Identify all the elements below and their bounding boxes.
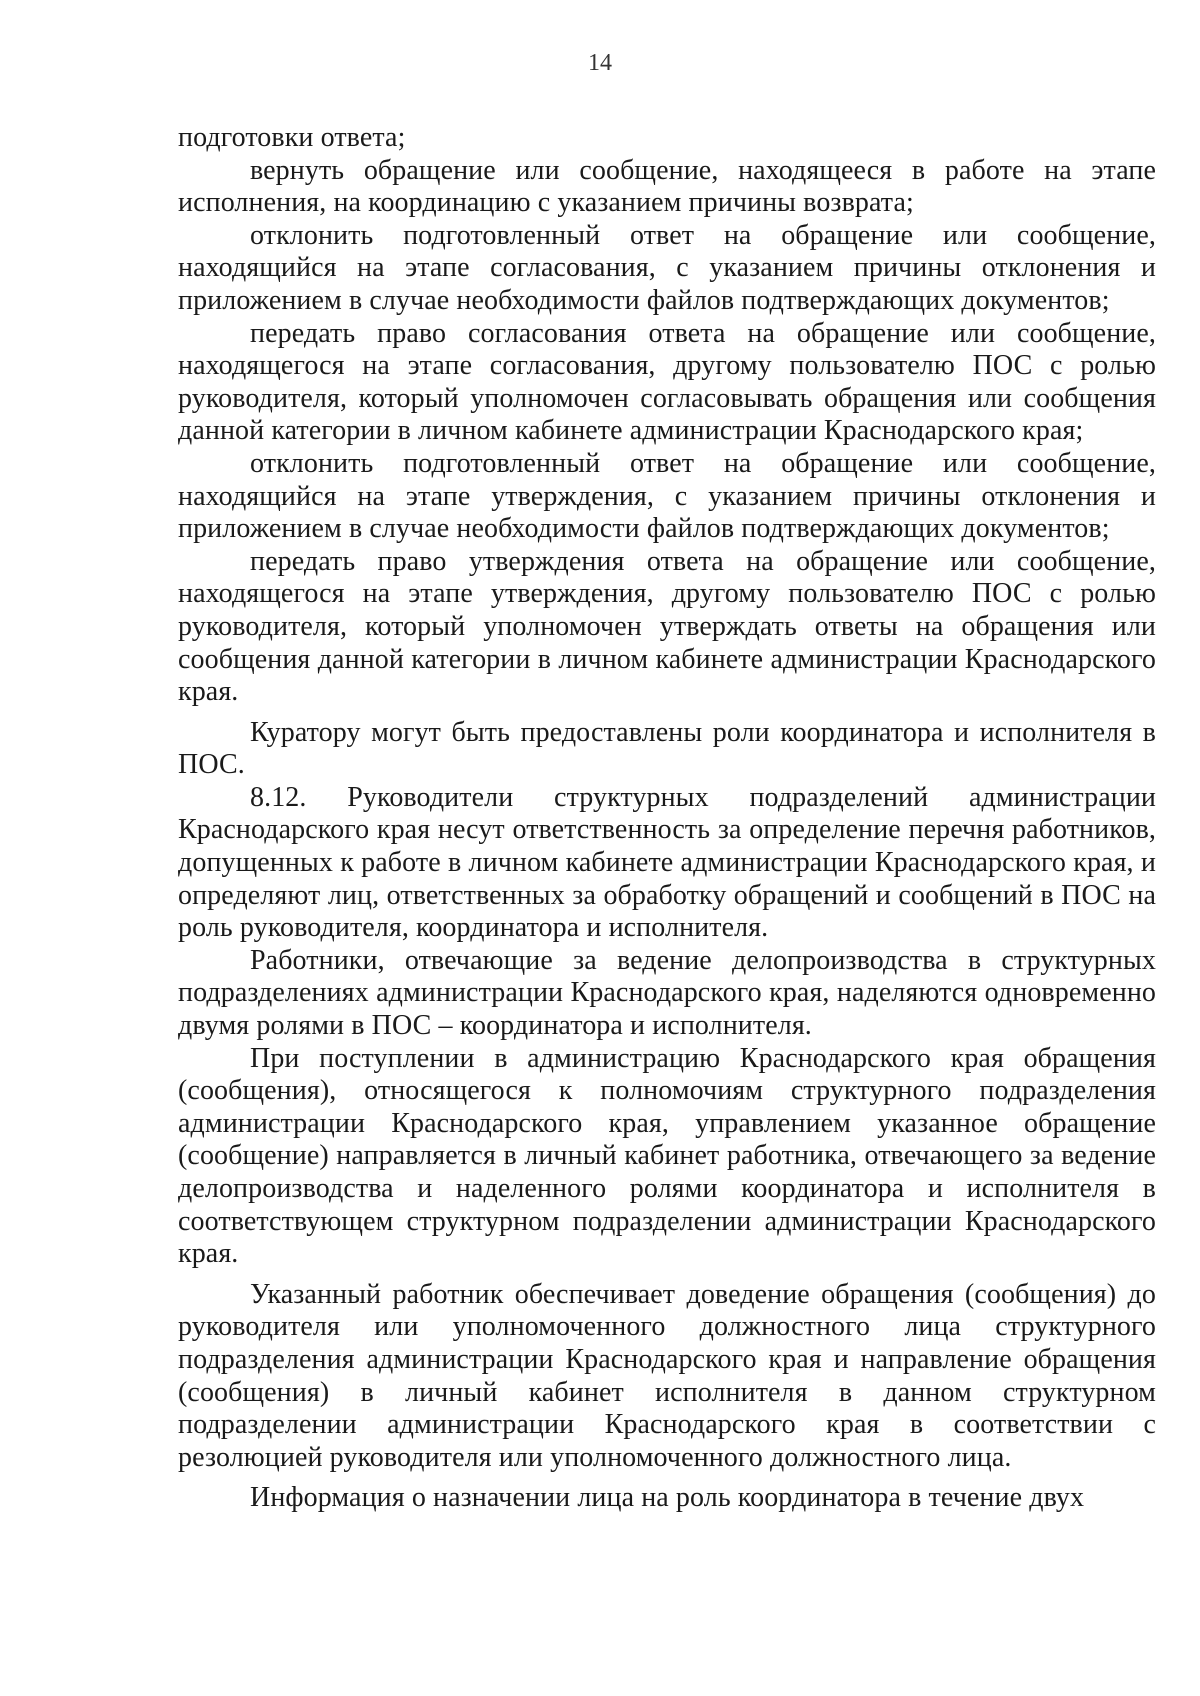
page-number: 14 bbox=[588, 50, 612, 76]
paragraph-continuation: подготовки ответа; bbox=[178, 122, 406, 153]
paragraph-transfer-confirmation-right: передать право утверждения ответа на обращение или сообщение, находящегося на этапе утверждения, другому пользователю ПОС с ролью руководителя, который уполномочен утверждать ответы на обращения или сообщения данной категории в личном кабинете администрации Краснодарского края. bbox=[178, 545, 1156, 708]
paragraph-section-8-12: 8.12. Руководители структурных подразделений администрации Краснодарского края несут ответственность за определение перечня работников, допущенных к работе в личном кабинете администрации Краснодарского края, и определяют лиц, ответственных за обработку обращений и сообщений в ПОС на роль руководителя, координатора и исполнителя. bbox=[178, 781, 1156, 944]
paragraph-curator-roles: Куратору могут быть предоставлены роли координатора и исполнителя в ПОС. bbox=[178, 716, 1156, 781]
paragraph-worker-duties: Указанный работник обеспечивает доведение обращения (сообщения) до руководителя или уполномоченного должностного лица структурного подразделения администрации Краснодарского края и направление обращения (сообщения) в личный кабинет исполнителя в данном структурном подразделении администрации Краснодарского края в соответствии с резолюцией руководителя или уполномоченного должностного лица. bbox=[178, 1278, 1156, 1473]
paragraph-transfer-approval-right: передать право согласования ответа на обращение или сообщение, находящегося на этапе согласования, другому пользователю ПОС с ролью руководителя, который уполномочен согласовывать обращения или сообщения данной категории в личном кабинете администрации Краснодарского края; bbox=[178, 317, 1156, 447]
paragraph-reject-confirmation-stage: отклонить подготовленный ответ на обращение или сообщение, находящийся на этапе утверждения, с указанием причины отклонения и приложением в случае необходимости файлов подтверждающих документов; bbox=[178, 447, 1156, 545]
paragraph-clerks-roles: Работники, отвечающие за ведение делопроизводства в структурных подразделениях администрации Краснодарского края, наделяются одновременно двумя ролями в ПОС – координатора и исполнителя. bbox=[178, 944, 1156, 1042]
paragraph-coordinator-info: Информация о назначении лица на роль координатора в течение двух bbox=[250, 1482, 1085, 1514]
document-body bbox=[178, 122, 1156, 1515]
paragraph-return-to-coordination: вернуть обращение или сообщение, находящееся в работе на этапе исполнения, на координацию с указанием причины возврата; bbox=[178, 154, 1156, 219]
paragraph-reject-approval-stage: отклонить подготовленный ответ на обращение или сообщение, находящийся на этапе согласования, с указанием причины отклонения и приложением в случае необходимости файлов подтверждающих документов; bbox=[178, 219, 1156, 316]
paragraph-incoming-appeal: При поступлении в администрацию Краснодарского края обращения (сообщения), относящегося к полномочиям структурного подразделения администрации Краснодарского края, управлением указанное обращение (сообщение) направляется в личный кабинет работника, отвечающего за ведение делопроизводства и наделенного ролями координатора и исполнителя в соответствующем структурном подразделении администрации Краснодарского края. bbox=[178, 1042, 1156, 1270]
